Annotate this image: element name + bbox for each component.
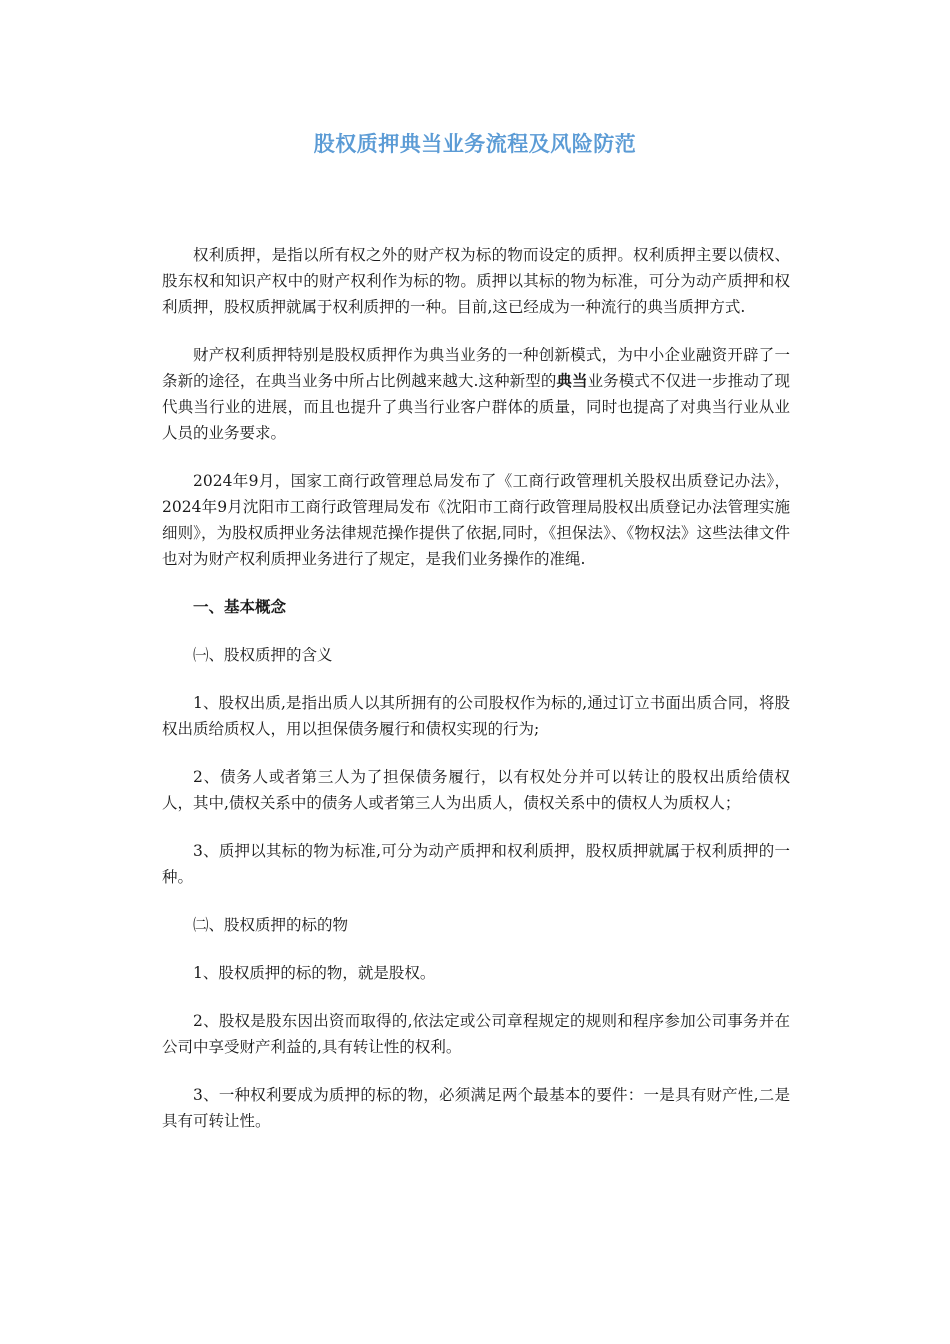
paragraph-innovation-bold-term: 典当 — [556, 371, 588, 390]
meaning-item-1: 1、股权出质,是指出质人以其所拥有的公司股权作为标的,通过订立书面出质合同，将股权出质给质权人，用以担保债务履行和债权实现的行为; — [162, 694, 790, 738]
paragraph-regulations: 2024年9月，国家工商行政管理总局发布了《工商行政管理机关股权出质登记办法》，2024年9月沈阳市工商行政管理局发布《沈阳市工商行政管理局股权出质登记办法管理实施细则》，为股权质押业务法律规范操作提供了依据,同时，《担保法》、《物权法》这些法律文件也对为财产权利质押业务进行了规定，是我们业务操作的准绳. — [162, 472, 790, 568]
paragraph-innovation — [162, 342, 790, 446]
paragraph-innovation-part-b: 业务模式不仅进一步推动了现代典当行业的进展，而且也提升了典当行业客户群体的质量，同时也提高了对典当行业从业人员的业务要求。 — [162, 372, 790, 442]
document-title: 股权质押典当业务流程及风险防范 — [313, 131, 637, 156]
subsection-heading-meaning: ㈠、股权质押的含义 — [193, 646, 333, 664]
paragraph-innovation-part-a: 财产权利质押特别是股权质押作为典当业务的一种创新模式，为中小企业融资开辟了一条新的途径，在典当业务中所占比例越来越大.这种新型的 — [162, 346, 790, 390]
meaning-item-3: 3、质押以其标的物为标准,可分为动产质押和权利质押，股权质押就属于权利质押的一种。 — [162, 842, 790, 886]
document-body — [162, 242, 790, 1156]
meaning-item-2: 2、债务人或者第三人为了担保债务履行，以有权处分并可以转让的股权出质给债权人，其中,债权关系中的债务人或者第三人为出质人，债权关系中的债权人为质权人； — [162, 768, 790, 812]
subject-matter-item-1: 1、股权质押的标的物，就是股权。 — [193, 964, 436, 982]
section-heading-basic-concepts: 一、基本概念 — [193, 597, 287, 616]
subject-matter-item-3: 3、一种权利要成为质押的标的物，必须满足两个最基本的要件：一是具有财产性,二是具有可转让性。 — [162, 1086, 790, 1130]
subsection-heading-subject-matter: ㈡、股权质押的标的物 — [193, 916, 349, 934]
paragraph-intro: 权利质押，是指以所有权之外的财产权为标的物而设定的质押。权利质押主要以债权、股东权和知识产权中的财产权利作为标的物。质押以其标的物为标准，可分为动产质押和权利质押，股权质押就属于权利质押的一种。目前,这已经成为一种流行的典当质押方式. — [162, 246, 790, 316]
subject-matter-item-2: 2、股权是股东因出资而取得的,依法定或公司章程规定的规则和程序参加公司事务并在公司中享受财产利益的,具有转让性的权利。 — [162, 1012, 790, 1056]
